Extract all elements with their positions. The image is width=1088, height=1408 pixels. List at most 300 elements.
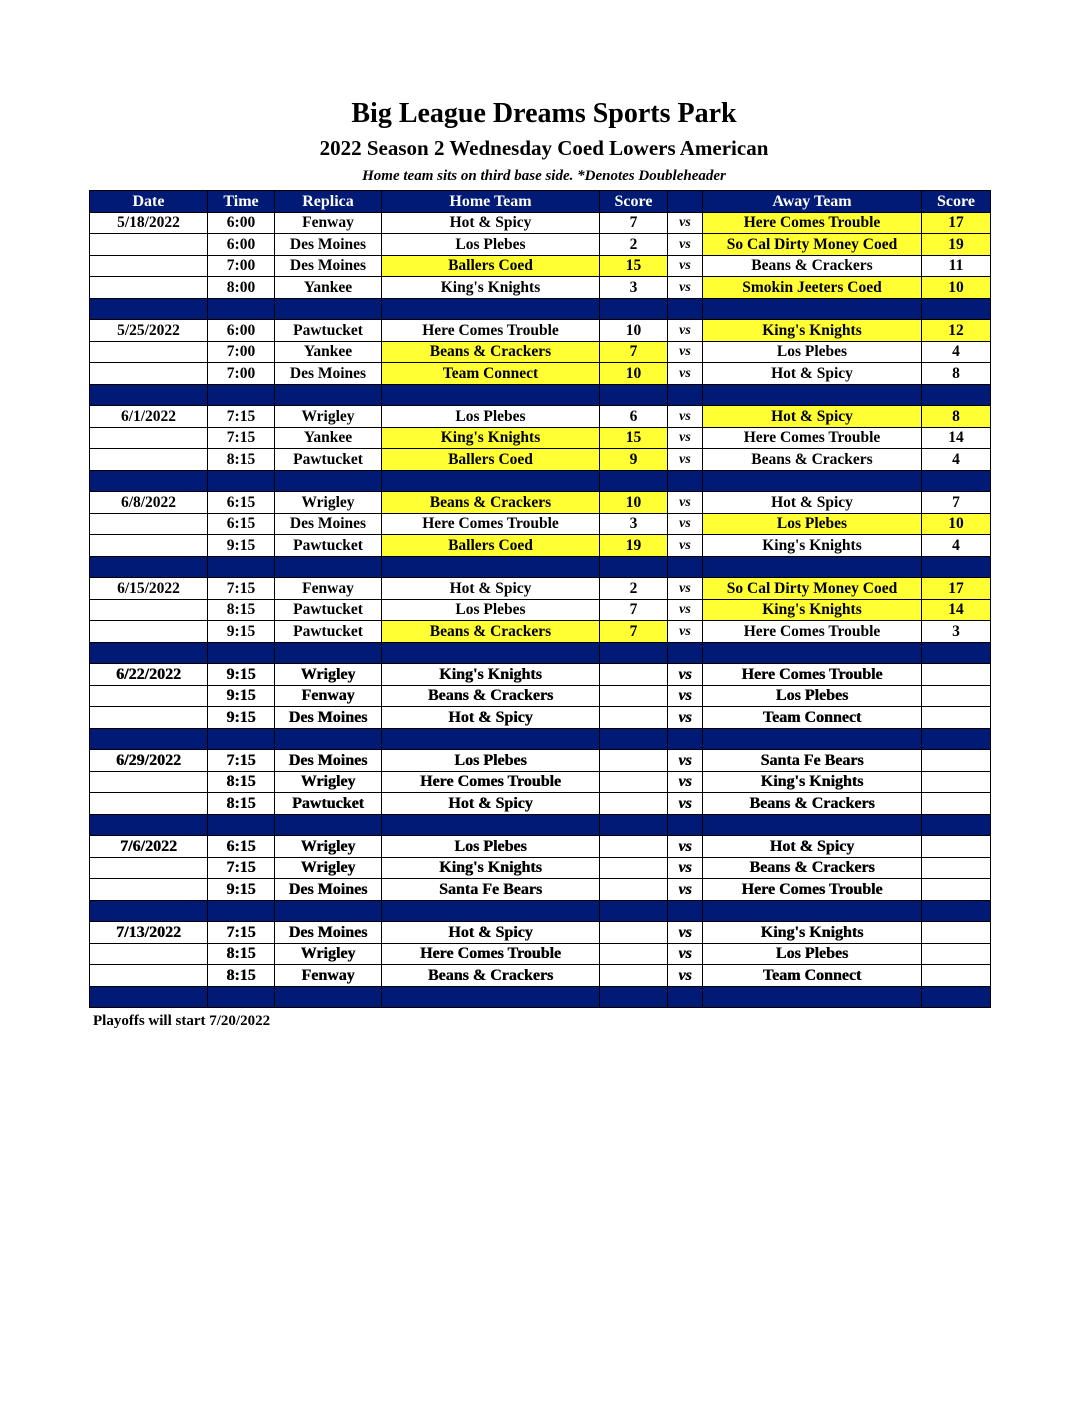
home-score: 9 — [600, 449, 668, 471]
week-separator — [90, 986, 991, 1008]
vs-label: vs — [668, 664, 703, 686]
game-replica: Pawtucket — [275, 793, 382, 815]
away-team: Los Plebes — [703, 341, 922, 363]
game-time: 8:15 — [208, 965, 275, 987]
home-score: 7 — [600, 212, 668, 234]
game-time: 8:15 — [208, 771, 275, 793]
vs-label: vs — [668, 965, 703, 987]
game-date: 6/15/2022 — [90, 578, 208, 600]
separator-cell — [382, 298, 600, 320]
away-score — [922, 793, 991, 815]
game-time: 6:15 — [208, 492, 275, 514]
game-time: 6:15 — [208, 836, 275, 858]
game-replica: Yankee — [275, 341, 382, 363]
vs-label: vs — [668, 793, 703, 815]
home-score — [600, 707, 668, 729]
game-time: 6:00 — [208, 320, 275, 342]
vs-label: vs — [668, 406, 703, 428]
home-team: Los Plebes — [382, 750, 600, 772]
home-score: 3 — [600, 277, 668, 299]
home-score — [600, 922, 668, 944]
away-score: 14 — [922, 599, 991, 621]
vs-label: vs — [668, 879, 703, 901]
separator-cell — [703, 470, 922, 492]
separator-cell — [275, 642, 382, 664]
away-team: Here Comes Trouble — [703, 427, 922, 449]
home-score: 15 — [600, 427, 668, 449]
separator-cell — [668, 728, 703, 750]
home-team: Ballers Coed — [382, 255, 600, 277]
game-date — [90, 621, 208, 643]
game-replica: Des Moines — [275, 513, 382, 535]
col-away-team-header: Away Team — [703, 191, 922, 213]
game-row — [90, 234, 991, 256]
game-date — [90, 793, 208, 815]
col-vs-header — [668, 191, 703, 213]
home-score: 7 — [600, 599, 668, 621]
col-home-score-header: Score — [600, 191, 668, 213]
separator-cell — [275, 556, 382, 578]
vs-label: vs — [668, 943, 703, 965]
away-score: 14 — [922, 427, 991, 449]
game-date — [90, 771, 208, 793]
col-date-header: Date — [90, 191, 208, 213]
separator-cell — [600, 814, 668, 836]
separator-cell — [668, 900, 703, 922]
separator-cell — [703, 642, 922, 664]
separator-cell — [275, 470, 382, 492]
vs-label: vs — [668, 492, 703, 514]
separator-cell — [382, 900, 600, 922]
separator-cell — [922, 384, 991, 406]
home-team: Los Plebes — [382, 599, 600, 621]
home-score: 10 — [600, 363, 668, 385]
away-score: 4 — [922, 341, 991, 363]
home-team: Hot & Spicy — [382, 707, 600, 729]
separator-cell — [382, 986, 600, 1008]
away-team: Los Plebes — [703, 943, 922, 965]
separator-cell — [703, 298, 922, 320]
vs-label: vs — [668, 255, 703, 277]
vs-label: vs — [668, 771, 703, 793]
game-row — [90, 427, 991, 449]
vs-label: vs — [668, 750, 703, 772]
away-team: King's Knights — [703, 922, 922, 944]
separator-cell — [600, 642, 668, 664]
home-team: Beans & Crackers — [382, 621, 600, 643]
separator-cell — [275, 298, 382, 320]
separator-cell — [208, 470, 275, 492]
separator-cell — [668, 814, 703, 836]
separator-cell — [600, 900, 668, 922]
away-score: 7 — [922, 492, 991, 514]
away-team: Team Connect — [703, 707, 922, 729]
col-away-score-header: Score — [922, 191, 991, 213]
game-row — [90, 943, 991, 965]
separator-cell — [922, 900, 991, 922]
game-time: 7:15 — [208, 406, 275, 428]
schedule-note: Home team sits on third base side. *Denotes Doubleheader — [362, 168, 726, 184]
game-time: 8:15 — [208, 449, 275, 471]
away-team: King's Knights — [703, 320, 922, 342]
game-row — [90, 836, 991, 858]
home-team: Beans & Crackers — [382, 341, 600, 363]
separator-cell — [600, 556, 668, 578]
vs-label: vs — [668, 277, 703, 299]
home-team: Beans & Crackers — [382, 685, 600, 707]
separator-cell — [922, 470, 991, 492]
separator-cell — [90, 556, 208, 578]
away-score: 19 — [922, 234, 991, 256]
home-team: Here Comes Trouble — [382, 771, 600, 793]
week-separator — [90, 298, 991, 320]
game-replica: Wrigley — [275, 857, 382, 879]
game-date — [90, 965, 208, 987]
separator-cell — [208, 384, 275, 406]
home-team: Team Connect — [382, 363, 600, 385]
game-row — [90, 277, 991, 299]
home-team: Here Comes Trouble — [382, 513, 600, 535]
game-row — [90, 621, 991, 643]
home-team: Ballers Coed — [382, 535, 600, 557]
game-replica: Wrigley — [275, 771, 382, 793]
game-replica: Yankee — [275, 277, 382, 299]
game-time: 7:15 — [208, 427, 275, 449]
separator-cell — [668, 986, 703, 1008]
away-team: Hot & Spicy — [703, 492, 922, 514]
game-replica: Wrigley — [275, 492, 382, 514]
away-team: Santa Fe Bears — [703, 750, 922, 772]
away-score: 11 — [922, 255, 991, 277]
away-score — [922, 922, 991, 944]
game-time: 7:15 — [208, 578, 275, 600]
separator-cell — [703, 556, 922, 578]
vs-label: vs — [668, 685, 703, 707]
vs-label: vs — [668, 707, 703, 729]
game-date — [90, 599, 208, 621]
away-team: Hot & Spicy — [703, 836, 922, 858]
away-score — [922, 943, 991, 965]
home-score: 7 — [600, 341, 668, 363]
game-date — [90, 535, 208, 557]
away-score — [922, 685, 991, 707]
home-score — [600, 750, 668, 772]
vs-label: vs — [668, 578, 703, 600]
home-score — [600, 879, 668, 901]
away-score: 12 — [922, 320, 991, 342]
game-row — [90, 363, 991, 385]
separator-cell — [208, 814, 275, 836]
away-score — [922, 707, 991, 729]
game-replica: Des Moines — [275, 255, 382, 277]
separator-cell — [922, 642, 991, 664]
vs-label: vs — [668, 621, 703, 643]
home-team: Here Comes Trouble — [382, 943, 600, 965]
separator-cell — [382, 470, 600, 492]
game-date: 6/22/2022 — [90, 664, 208, 686]
game-date: 5/18/2022 — [90, 212, 208, 234]
game-replica: Pawtucket — [275, 320, 382, 342]
home-score: 19 — [600, 535, 668, 557]
separator-cell — [703, 900, 922, 922]
away-score — [922, 879, 991, 901]
game-date: 7/13/2022 — [90, 922, 208, 944]
home-score: 10 — [600, 320, 668, 342]
away-score: 17 — [922, 212, 991, 234]
home-team: King's Knights — [382, 664, 600, 686]
game-date: 7/6/2022 — [90, 836, 208, 858]
home-team: King's Knights — [382, 277, 600, 299]
game-row — [90, 857, 991, 879]
separator-cell — [208, 556, 275, 578]
game-row — [90, 750, 991, 772]
home-team: Hot & Spicy — [382, 212, 600, 234]
game-time: 7:15 — [208, 750, 275, 772]
game-time: 8:15 — [208, 599, 275, 621]
away-score: 8 — [922, 363, 991, 385]
vs-label: vs — [668, 212, 703, 234]
vs-label: vs — [668, 363, 703, 385]
vs-label: vs — [668, 599, 703, 621]
separator-cell — [600, 298, 668, 320]
game-row — [90, 492, 991, 514]
game-date: 6/1/2022 — [90, 406, 208, 428]
separator-cell — [90, 814, 208, 836]
away-team: Here Comes Trouble — [703, 621, 922, 643]
separator-cell — [208, 642, 275, 664]
week-separator — [90, 728, 991, 750]
game-date — [90, 943, 208, 965]
separator-cell — [208, 900, 275, 922]
separator-cell — [90, 728, 208, 750]
separator-cell — [275, 900, 382, 922]
game-replica: Pawtucket — [275, 599, 382, 621]
game-row — [90, 922, 991, 944]
game-date — [90, 449, 208, 471]
separator-cell — [90, 642, 208, 664]
game-row — [90, 578, 991, 600]
separator-cell — [90, 900, 208, 922]
separator-cell — [90, 298, 208, 320]
game-time: 9:15 — [208, 879, 275, 901]
vs-label: vs — [668, 234, 703, 256]
separator-cell — [382, 384, 600, 406]
separator-cell — [275, 384, 382, 406]
game-time: 9:15 — [208, 664, 275, 686]
vs-label: vs — [668, 535, 703, 557]
home-score: 7 — [600, 621, 668, 643]
game-date — [90, 341, 208, 363]
game-date: 6/29/2022 — [90, 750, 208, 772]
home-team: Santa Fe Bears — [382, 879, 600, 901]
separator-cell — [90, 986, 208, 1008]
game-row — [90, 599, 991, 621]
separator-cell — [922, 298, 991, 320]
separator-cell — [275, 814, 382, 836]
separator-cell — [668, 556, 703, 578]
game-time: 7:00 — [208, 255, 275, 277]
schedule-table — [89, 190, 991, 1008]
game-replica: Fenway — [275, 685, 382, 707]
away-score: 8 — [922, 406, 991, 428]
schedule-body — [90, 212, 991, 1008]
home-score: 2 — [600, 234, 668, 256]
home-team: King's Knights — [382, 427, 600, 449]
header-row — [90, 191, 991, 213]
vs-label: vs — [668, 320, 703, 342]
game-time: 7:00 — [208, 341, 275, 363]
week-separator — [90, 814, 991, 836]
separator-cell — [703, 986, 922, 1008]
game-replica: Des Moines — [275, 234, 382, 256]
game-time: 9:15 — [208, 685, 275, 707]
page-title: Big League Dreams Sports Park — [351, 98, 737, 129]
vs-label: vs — [668, 922, 703, 944]
away-score: 17 — [922, 578, 991, 600]
game-row — [90, 449, 991, 471]
away-team: Hot & Spicy — [703, 363, 922, 385]
home-score: 6 — [600, 406, 668, 428]
game-time: 6:15 — [208, 513, 275, 535]
game-date — [90, 363, 208, 385]
game-row — [90, 341, 991, 363]
game-date — [90, 857, 208, 879]
home-team: Hot & Spicy — [382, 578, 600, 600]
vs-label: vs — [668, 857, 703, 879]
game-date — [90, 427, 208, 449]
separator-cell — [382, 556, 600, 578]
game-replica: Fenway — [275, 965, 382, 987]
game-row — [90, 965, 991, 987]
home-team: Hot & Spicy — [382, 793, 600, 815]
home-team: King's Knights — [382, 857, 600, 879]
game-replica: Wrigley — [275, 836, 382, 858]
away-score — [922, 664, 991, 686]
page-subtitle: 2022 Season 2 Wednesday Coed Lowers American — [319, 136, 769, 160]
game-replica: Wrigley — [275, 664, 382, 686]
separator-cell — [382, 728, 600, 750]
separator-cell — [600, 986, 668, 1008]
game-row — [90, 664, 991, 686]
away-team: King's Knights — [703, 535, 922, 557]
away-team: Smokin Jeeters Coed — [703, 277, 922, 299]
home-team: Here Comes Trouble — [382, 320, 600, 342]
away-team: King's Knights — [703, 771, 922, 793]
home-score: 3 — [600, 513, 668, 535]
separator-cell — [600, 384, 668, 406]
game-row — [90, 685, 991, 707]
game-date — [90, 255, 208, 277]
game-replica: Des Moines — [275, 363, 382, 385]
game-row — [90, 793, 991, 815]
home-score — [600, 664, 668, 686]
separator-cell — [668, 642, 703, 664]
away-team: So Cal Dirty Money Coed — [703, 234, 922, 256]
away-team: Here Comes Trouble — [703, 212, 922, 234]
game-replica: Des Moines — [275, 879, 382, 901]
game-replica: Wrigley — [275, 406, 382, 428]
home-score — [600, 793, 668, 815]
away-team: Los Plebes — [703, 513, 922, 535]
game-date — [90, 879, 208, 901]
game-replica: Pawtucket — [275, 621, 382, 643]
vs-label: vs — [668, 449, 703, 471]
home-score — [600, 771, 668, 793]
away-score — [922, 965, 991, 987]
separator-cell — [703, 814, 922, 836]
game-time: 9:15 — [208, 707, 275, 729]
separator-cell — [382, 814, 600, 836]
game-replica: Wrigley — [275, 943, 382, 965]
separator-cell — [703, 728, 922, 750]
separator-cell — [90, 470, 208, 492]
vs-label: vs — [668, 427, 703, 449]
home-team: Los Plebes — [382, 406, 600, 428]
away-team: So Cal Dirty Money Coed — [703, 578, 922, 600]
home-team: Beans & Crackers — [382, 492, 600, 514]
game-row — [90, 212, 991, 234]
game-time: 8:00 — [208, 277, 275, 299]
home-score: 2 — [600, 578, 668, 600]
away-team: Beans & Crackers — [703, 255, 922, 277]
game-row — [90, 406, 991, 428]
home-team: Los Plebes — [382, 836, 600, 858]
col-replica-header: Replica — [275, 191, 382, 213]
game-replica: Pawtucket — [275, 449, 382, 471]
home-score — [600, 836, 668, 858]
away-score: 10 — [922, 277, 991, 299]
away-team: Team Connect — [703, 965, 922, 987]
away-score — [922, 750, 991, 772]
game-replica: Des Moines — [275, 922, 382, 944]
game-replica: Des Moines — [275, 707, 382, 729]
game-replica: Pawtucket — [275, 535, 382, 557]
home-score — [600, 685, 668, 707]
vs-label: vs — [668, 836, 703, 858]
game-date: 5/25/2022 — [90, 320, 208, 342]
separator-cell — [922, 986, 991, 1008]
away-team: Los Plebes — [703, 685, 922, 707]
game-date — [90, 707, 208, 729]
away-team: Beans & Crackers — [703, 449, 922, 471]
col-home-team-header: Home Team — [382, 191, 600, 213]
home-team: Hot & Spicy — [382, 922, 600, 944]
week-separator — [90, 900, 991, 922]
away-team: Beans & Crackers — [703, 857, 922, 879]
game-date — [90, 685, 208, 707]
game-date — [90, 234, 208, 256]
away-team: Here Comes Trouble — [703, 879, 922, 901]
separator-cell — [208, 298, 275, 320]
separator-cell — [668, 384, 703, 406]
separator-cell — [922, 728, 991, 750]
game-replica: Yankee — [275, 427, 382, 449]
separator-cell — [382, 642, 600, 664]
game-replica: Fenway — [275, 578, 382, 600]
separator-cell — [922, 556, 991, 578]
away-team: Hot & Spicy — [703, 406, 922, 428]
game-time: 9:15 — [208, 535, 275, 557]
game-date — [90, 513, 208, 535]
game-row — [90, 255, 991, 277]
away-score: 4 — [922, 535, 991, 557]
game-time: 7:15 — [208, 857, 275, 879]
separator-cell — [90, 384, 208, 406]
separator-cell — [600, 728, 668, 750]
separator-cell — [208, 728, 275, 750]
separator-cell — [922, 814, 991, 836]
game-date — [90, 277, 208, 299]
